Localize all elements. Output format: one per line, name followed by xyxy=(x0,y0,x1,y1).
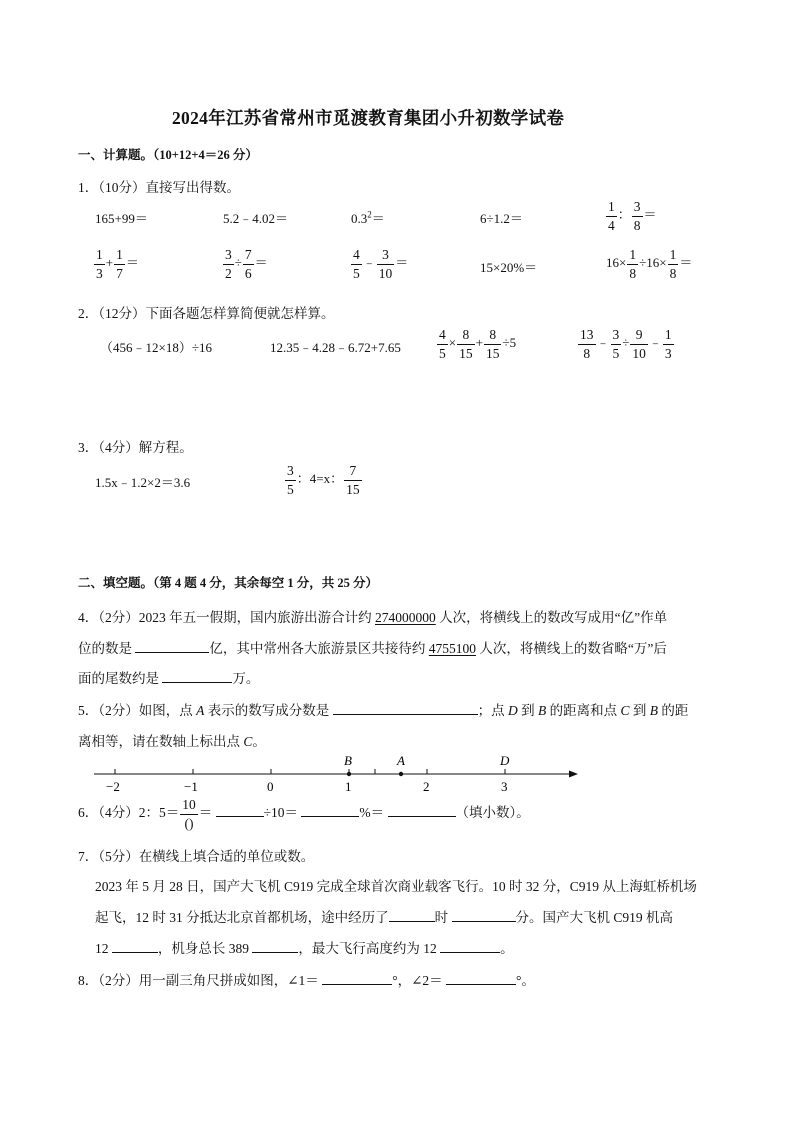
axis-label-3: 3 xyxy=(501,779,508,794)
q1-item-b: 5.2﹣4.02＝ xyxy=(223,211,289,226)
q7-blank-minutes[interactable] xyxy=(452,909,516,922)
axis-label-neg2: −2 xyxy=(106,779,120,794)
q4-line-1: 4．（2分）2023 年五一假期，国内旅游出游合计约 274000000 人次，将横线上的数改写成用“亿”作单 xyxy=(78,610,668,625)
q1-item-e: $\frac{1}{4}$ ： $\frac{3}{8}$ ＝ xyxy=(608,199,657,233)
q3-item-b: $\frac{3}{5}$ ：4=x： $\frac{7}{15}$ xyxy=(287,463,360,497)
q3-item-a: 1.5x﹣1.2×2＝3.6 xyxy=(95,475,191,490)
axis-label-neg1: −1 xyxy=(184,779,198,794)
axis-label-0: 0 xyxy=(267,779,274,794)
q7-blank-length-unit[interactable] xyxy=(252,940,298,953)
q1-item-f: $\frac{1}{3}$ + $\frac{1}{7}$ ＝ xyxy=(96,247,139,281)
q8-blank-angle-1[interactable] xyxy=(322,972,392,985)
q1-item-a: 165+99＝ xyxy=(95,211,148,226)
q7-line-2: 起飞，12 时 31 分抵达北京首都机场，途中经历了 时 分。国产大飞机 C919 机高 xyxy=(95,910,674,925)
point-a-dot xyxy=(399,772,403,776)
point-a-label: A xyxy=(397,753,405,768)
section-2-heading: 二、填空题。（第 4 题 4 分，其余每空 1 分，共 25 分） xyxy=(78,576,379,590)
q4-line-2: 位的数是 亿，其中常州各大旅游景区共接待约 4755100 人次，将横线上的数省略“万”后 xyxy=(78,641,667,656)
q2-item-c: $\frac{4}{5}$ × $\frac{8}{15}$ + $\frac{8}{15}$ ÷5 xyxy=(439,327,517,361)
q2-item-d: $\frac{13}{8}$ ﹣ $\frac{3}{5}$ ÷ $\frac{9}{10}$ ﹣ $\frac{1}{3}$ xyxy=(580,327,672,361)
q8-blank-angle-2[interactable] xyxy=(446,972,516,985)
axis-label-1: 1 xyxy=(345,779,352,794)
q7-line-3: 12 ，机身总长 389 ，最大飞行高度约为 12 。 xyxy=(95,941,514,956)
q4-number-1: 274000000 xyxy=(375,610,436,625)
axis-arrow-icon xyxy=(569,771,578,778)
q7-blank-height-unit[interactable] xyxy=(112,940,158,953)
q4-number-2: 4755100 xyxy=(428,641,476,656)
q1-item-g: $\frac{3}{2}$ ÷ $\frac{7}{6}$ ＝ xyxy=(225,247,268,281)
point-b-label: B xyxy=(344,753,352,768)
question-7-heading: 7．（5分）在横线上填合适的单位或数。 xyxy=(78,849,315,864)
point-d-label: D xyxy=(500,753,510,768)
q8-line: 8．（2分）用一副三角尺拼成如图，∠1＝ °，∠2＝ °。 xyxy=(78,973,535,988)
q1-item-h: $\frac{4}{5}$ ﹣ $\frac{3}{10}$ ＝ xyxy=(353,247,409,281)
section-1-heading: 一、计算题。（10+12+4＝26 分） xyxy=(78,148,258,162)
q1-item-i: 15×20%＝ xyxy=(480,260,538,275)
q6-blank-1[interactable] xyxy=(216,804,264,817)
q2-item-b: 12.35﹣4.28﹣6.72+7.65 xyxy=(270,340,401,355)
q1-item-c: $0.3^2=$ xyxy=(351,209,385,226)
q2-item-a: （456﹣12×18）÷16 xyxy=(100,340,212,355)
question-2-heading: 2．（12分）下面各题怎样算简便就怎样算。 xyxy=(78,306,335,321)
q6-blank-3[interactable] xyxy=(388,804,456,817)
question-3-heading: 3．（4分）解方程。 xyxy=(78,440,193,455)
q4-line-3: 面的尾数约是 万。 xyxy=(78,671,260,686)
q5-line-1: 5．（2分）如图，点 A 表示的数写成分数是 ；点 D 到 B 的距离和点 C 到 B 的距 xyxy=(78,703,689,718)
q1-item-j: 16× $\frac{1}{8}$ ÷16× $\frac{1}{8}$ ＝ xyxy=(606,247,693,281)
q1-item-d: 6÷1.2＝ xyxy=(480,211,523,226)
q6-line: 6．（4分）2：5＝ $\frac{10}{()}$ ＝ ÷10＝ %＝ （填小数）。 xyxy=(78,797,530,831)
q7-line-1: 2023 年 5 月 28 日，国产大飞机 C919 完成全球首次商业载客飞行。10 时 32 分，C919 从上海虹桥机场 xyxy=(95,879,697,894)
q7-blank-hours[interactable] xyxy=(389,909,435,922)
axis-label-2: 2 xyxy=(423,779,430,794)
q5-line-2: 离相等，请在数轴上标出点 C。 xyxy=(78,734,266,749)
point-b-dot xyxy=(347,772,351,776)
question-1-heading: 1．（10分）直接写出得数。 xyxy=(78,180,240,195)
page-title: 2024年江苏省常州市觅渡教育集团小升初数学试卷 xyxy=(172,108,565,128)
q7-blank-altitude-unit[interactable] xyxy=(440,940,500,953)
q6-blank-2[interactable] xyxy=(301,804,359,817)
